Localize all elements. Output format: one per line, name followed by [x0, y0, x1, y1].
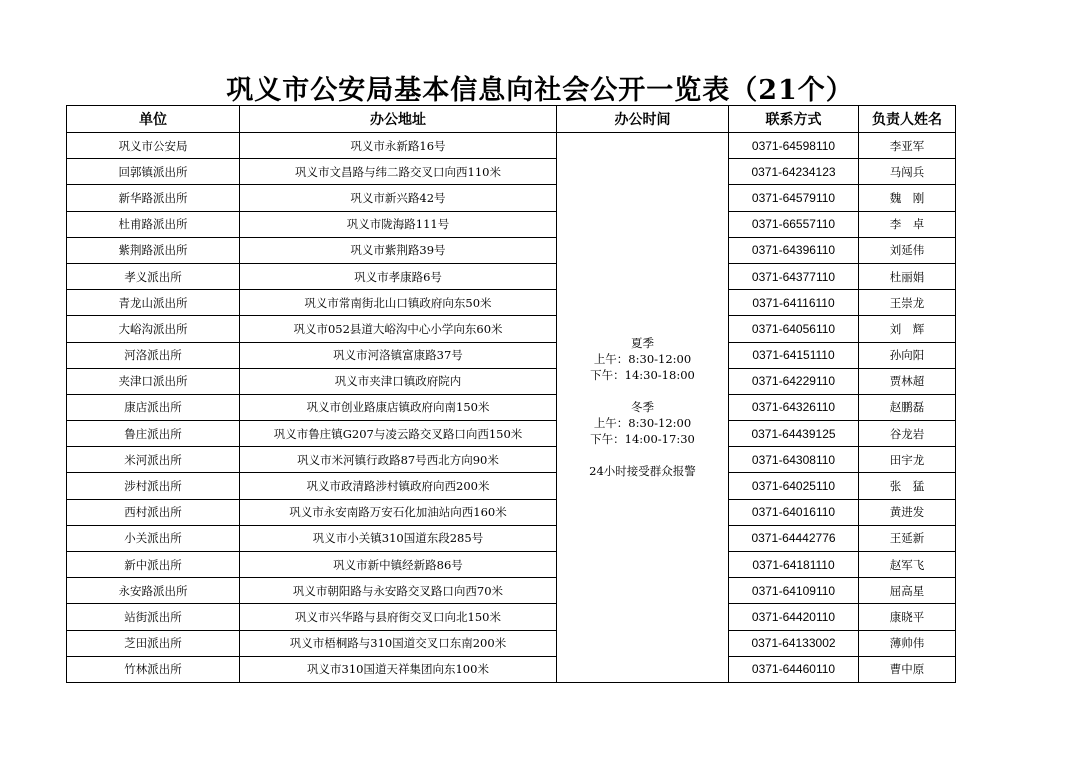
table-row — [67, 290, 956, 316]
table-row — [67, 525, 956, 551]
head-name-cell: 王延新 — [859, 525, 956, 551]
table-row — [67, 578, 956, 604]
table-row — [67, 133, 956, 159]
unit-cell: 站街派出所 — [67, 604, 240, 630]
head-name-cell: 张 猛 — [859, 473, 956, 499]
head-name-cell: 刘延伟 — [859, 237, 956, 263]
address-cell: 巩义市小关镇310国道东段285号 — [240, 525, 557, 551]
head-name-cell: 屈高星 — [859, 578, 956, 604]
head-name-cell: 王崇龙 — [859, 290, 956, 316]
table-row — [67, 211, 956, 237]
head-name-cell: 田宇龙 — [859, 447, 956, 473]
unit-cell: 巩义市公安局 — [67, 133, 240, 159]
table-row — [67, 185, 956, 211]
office-hours-cell — [557, 133, 729, 683]
table-row — [67, 421, 956, 447]
page-title: 巩义市公安局基本信息向社会公开一览表（21个） — [226, 75, 854, 106]
unit-cell: 夹津口派出所 — [67, 368, 240, 394]
table-row — [67, 447, 956, 473]
unit-cell: 大峪沟派出所 — [67, 316, 240, 342]
summer-label: 夏季 — [631, 336, 654, 351]
unit-cell: 小关派出所 — [67, 525, 240, 551]
table-row — [67, 473, 956, 499]
address-cell: 巩义市紫荆路39号 — [240, 237, 557, 263]
unit-cell: 竹林派出所 — [67, 656, 240, 682]
police-info-table — [66, 105, 956, 683]
alarm-note: 24小时接受群众报警 — [589, 464, 696, 479]
table-header-row — [67, 106, 956, 133]
head-name-cell: 马闯兵 — [859, 159, 956, 185]
table-row — [67, 368, 956, 394]
address-cell: 巩义市夹津口镇政府院内 — [240, 368, 557, 394]
phone-cell: 0371-64326110 — [729, 394, 859, 420]
address-cell: 巩义市创业路康店镇政府向南150米 — [240, 394, 557, 420]
address-cell: 巩义市陇海路111号 — [240, 211, 557, 237]
unit-cell: 河洛派出所 — [67, 342, 240, 368]
address-cell: 巩义市朝阳路与永安路交叉路口向西70米 — [240, 578, 557, 604]
address-cell: 巩义市鲁庄镇G207与凌云路交叉路口向西150米 — [240, 421, 557, 447]
unit-cell: 芝田派出所 — [67, 630, 240, 656]
table-row — [67, 394, 956, 420]
phone-cell: 0371-64308110 — [729, 447, 859, 473]
unit-cell: 回郭镇派出所 — [67, 159, 240, 185]
header-address: 办公地址 — [240, 106, 557, 133]
phone-cell: 0371-64420110 — [729, 604, 859, 630]
head-name-cell: 贾林超 — [859, 368, 956, 394]
table-row — [67, 263, 956, 289]
table-row — [67, 342, 956, 368]
table-row — [67, 237, 956, 263]
address-cell: 巩义市新兴路42号 — [240, 185, 557, 211]
phone-cell: 0371-64460110 — [729, 656, 859, 682]
phone-cell: 0371-64229110 — [729, 368, 859, 394]
phone-cell: 0371-64056110 — [729, 316, 859, 342]
unit-cell: 鲁庄派出所 — [67, 421, 240, 447]
address-cell: 巩义市文昌路与纬二路交叉口向西110米 — [240, 159, 557, 185]
address-cell: 巩义市兴华路与县府街交叉口向北150米 — [240, 604, 557, 630]
phone-cell: 0371-64151110 — [729, 342, 859, 368]
unit-cell: 新华路派出所 — [67, 185, 240, 211]
unit-cell: 涉村派出所 — [67, 473, 240, 499]
winter-pm-hours: 下午：14:00-17:30 — [590, 432, 695, 447]
address-cell: 巩义市052县道大峪沟中心小学向东60米 — [240, 316, 557, 342]
phone-cell: 0371-64439125 — [729, 421, 859, 447]
table-row — [67, 499, 956, 525]
winter-am-hours: 上午：8:30-12:00 — [593, 416, 692, 431]
header-head-name: 负责人姓名 — [859, 106, 956, 133]
unit-cell: 新中派出所 — [67, 552, 240, 578]
phone-cell: 0371-64109110 — [729, 578, 859, 604]
head-name-cell: 李亚军 — [859, 133, 956, 159]
header-contact: 联系方式 — [729, 106, 859, 133]
phone-cell: 0371-64377110 — [729, 263, 859, 289]
unit-cell: 杜甫路派出所 — [67, 211, 240, 237]
phone-cell: 0371-64025110 — [729, 473, 859, 499]
address-cell: 巩义市政清路涉村镇政府向西200米 — [240, 473, 557, 499]
unit-cell: 紫荆路派出所 — [67, 237, 240, 263]
table-row — [67, 552, 956, 578]
phone-cell: 0371-64396110 — [729, 237, 859, 263]
address-cell: 巩义市永新路16号 — [240, 133, 557, 159]
unit-cell: 永安路派出所 — [67, 578, 240, 604]
head-name-cell: 曹中原 — [859, 656, 956, 682]
phone-cell: 0371-66557110 — [729, 211, 859, 237]
unit-cell: 康店派出所 — [67, 394, 240, 420]
head-name-cell: 黄进发 — [859, 499, 956, 525]
header-unit: 单位 — [67, 106, 240, 133]
phone-cell: 0371-64016110 — [729, 499, 859, 525]
phone-cell: 0371-64442776 — [729, 525, 859, 551]
head-name-cell: 赵军飞 — [859, 552, 956, 578]
address-cell: 巩义市河洛镇富康路37号 — [240, 342, 557, 368]
phone-cell: 0371-64133002 — [729, 630, 859, 656]
address-cell: 巩义市310国道天祥集团向东100米 — [240, 656, 557, 682]
address-cell: 巩义市新中镇经新路86号 — [240, 552, 557, 578]
head-name-cell: 刘 辉 — [859, 316, 956, 342]
head-name-cell: 赵鹏磊 — [859, 394, 956, 420]
table-row — [67, 604, 956, 630]
address-cell: 巩义市常南街北山口镇政府向东50米 — [240, 290, 557, 316]
address-cell: 巩义市梧桐路与310国道交叉口东南200米 — [240, 630, 557, 656]
address-cell: 巩义市永安南路万安石化加油站向西160米 — [240, 499, 557, 525]
unit-cell: 西村派出所 — [67, 499, 240, 525]
phone-cell: 0371-64234123 — [729, 159, 859, 185]
head-name-cell: 魏 刚 — [859, 185, 956, 211]
head-name-cell: 康晓平 — [859, 604, 956, 630]
phone-cell: 0371-64598110 — [729, 133, 859, 159]
table-row — [67, 656, 956, 682]
head-name-cell: 谷龙岩 — [859, 421, 956, 447]
summer-pm-hours: 下午：14:30-18:00 — [590, 368, 695, 383]
winter-label: 冬季 — [631, 400, 654, 415]
summer-am-hours: 上午：8:30-12:00 — [593, 352, 692, 367]
address-cell: 巩义市孝康路6号 — [240, 263, 557, 289]
phone-cell: 0371-64181110 — [729, 552, 859, 578]
head-name-cell: 杜丽娟 — [859, 263, 956, 289]
head-name-cell: 李 卓 — [859, 211, 956, 237]
table-row — [67, 630, 956, 656]
address-cell: 巩义市米河镇行政路87号西北方向90米 — [240, 447, 557, 473]
phone-cell: 0371-64579110 — [729, 185, 859, 211]
head-name-cell: 孙向阳 — [859, 342, 956, 368]
table-row — [67, 316, 956, 342]
phone-cell: 0371-64116110 — [729, 290, 859, 316]
header-hours: 办公时间 — [557, 106, 729, 133]
unit-cell: 青龙山派出所 — [67, 290, 240, 316]
head-name-cell: 薄帅伟 — [859, 630, 956, 656]
unit-cell: 米河派出所 — [67, 447, 240, 473]
unit-cell: 孝义派出所 — [67, 263, 240, 289]
table-row — [67, 159, 956, 185]
